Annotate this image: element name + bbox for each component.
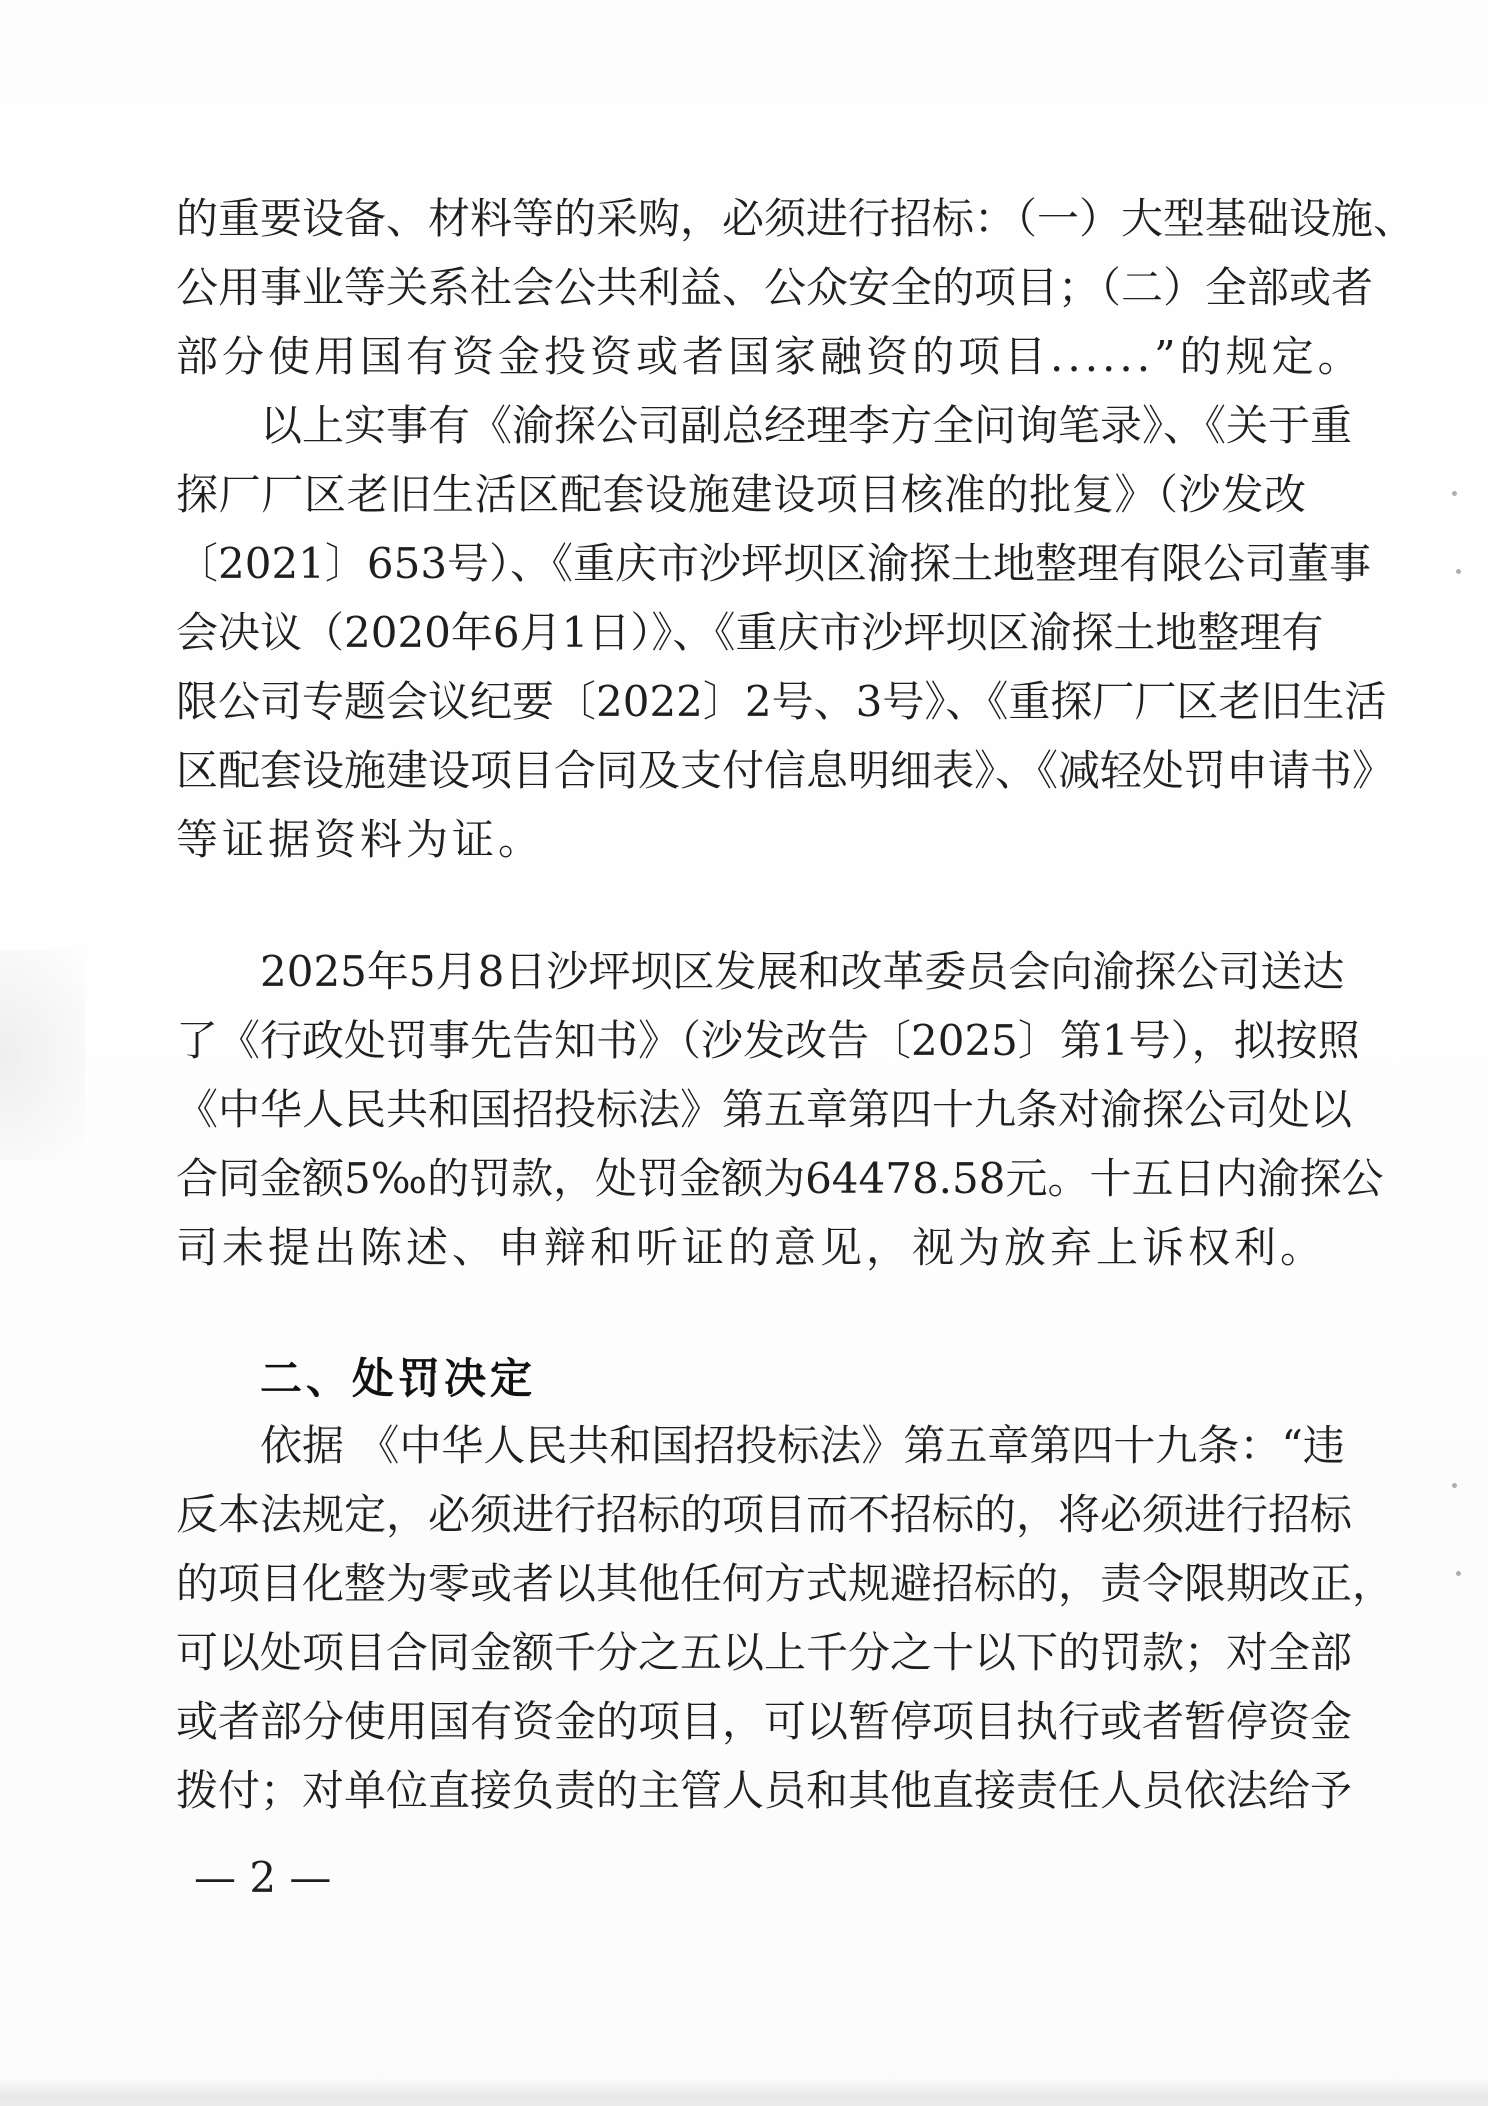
body-line-6: 〔2021〕653号）、《重庆市沙坪坝区渝探土地整理有限公司董事 xyxy=(176,539,1372,588)
body-line-19: 可以处项目合同金额千分之五以上千分之十以下的罚款；对全部 xyxy=(176,1628,1353,1677)
scan-dot xyxy=(1452,491,1457,496)
body-line-2: 公用事业等关系社会公共利益、公众安全的项目；（二）全部或者 xyxy=(176,263,1374,312)
body-line-3: 部分使用国有资金投资或者国家融资的项目......”的规定。 xyxy=(176,332,1364,381)
scan-dot xyxy=(1452,1483,1457,1488)
scan-shadow xyxy=(0,950,85,1160)
body-line-20: 或者部分使用国有资金的项目，可以暂停项目执行或者暂停资金 xyxy=(176,1697,1353,1746)
body-line-14: 合同金额5‰的罚款，处罚金额为64478.58元。十五日内渝探公 xyxy=(176,1154,1384,1203)
scan-dot xyxy=(1456,569,1461,574)
body-line-1: 的重要设备、材料等的采购，必须进行招标：（一）大型基础设施、 xyxy=(176,194,1416,243)
body-line-4: 以上实事有《渝探公司副总经理李方全问询笔录》、《关于重 xyxy=(260,401,1353,450)
body-line-7: 会决议（2020年6月1日）》、《重庆市沙坪坝区渝探土地整理有 xyxy=(176,608,1324,657)
body-line-13: 《中华人民共和国招投标法》第五章第四十九条对渝探公司处以 xyxy=(176,1085,1353,1134)
page-number: — 2 — xyxy=(194,1853,332,1902)
page-bottom-edge xyxy=(0,2078,1488,2106)
body-line-21: 拨付；对单位直接负责的主管人员和其他直接责任人员依法给予 xyxy=(176,1766,1353,1815)
section-heading: 二、处罚决定 xyxy=(260,1354,537,1403)
body-line-12: 了《行政处罚事先告知书》（沙发改告〔2025〕第1号），拟按照 xyxy=(176,1016,1360,1065)
body-line-10: 等证据资料为证。 xyxy=(176,815,545,864)
body-line-16: 依据 《中华人民共和国招投标法》第五章第四十九条：“违 xyxy=(260,1421,1345,1470)
body-line-17: 反本法规定，必须进行招标的项目而不招标的，将必须进行招标 xyxy=(176,1490,1353,1539)
body-line-5: 探厂厂区老旧生活区配套设施建设项目核准的批复》（沙发改 xyxy=(176,470,1306,519)
body-line-8: 限公司专题会议纪要〔2022〕2号、3号》、《重探厂厂区老旧生活 xyxy=(176,677,1387,726)
body-line-18: 的项目化整为零或者以其他任何方式规避招标的，责令限期改正， xyxy=(176,1559,1395,1608)
body-line-11: 2025年5月8日沙坪坝区发展和改革委员会向渝探公司送达 xyxy=(260,947,1345,996)
scan-dot xyxy=(1456,1571,1461,1576)
body-line-9: 区配套设施建设项目合同及支付信息明细表》、《减轻处罚申请书》 xyxy=(176,746,1395,795)
body-line-15: 司未提出陈述、申辩和听证的意见，视为放弃上诉权利。 xyxy=(176,1223,1327,1272)
